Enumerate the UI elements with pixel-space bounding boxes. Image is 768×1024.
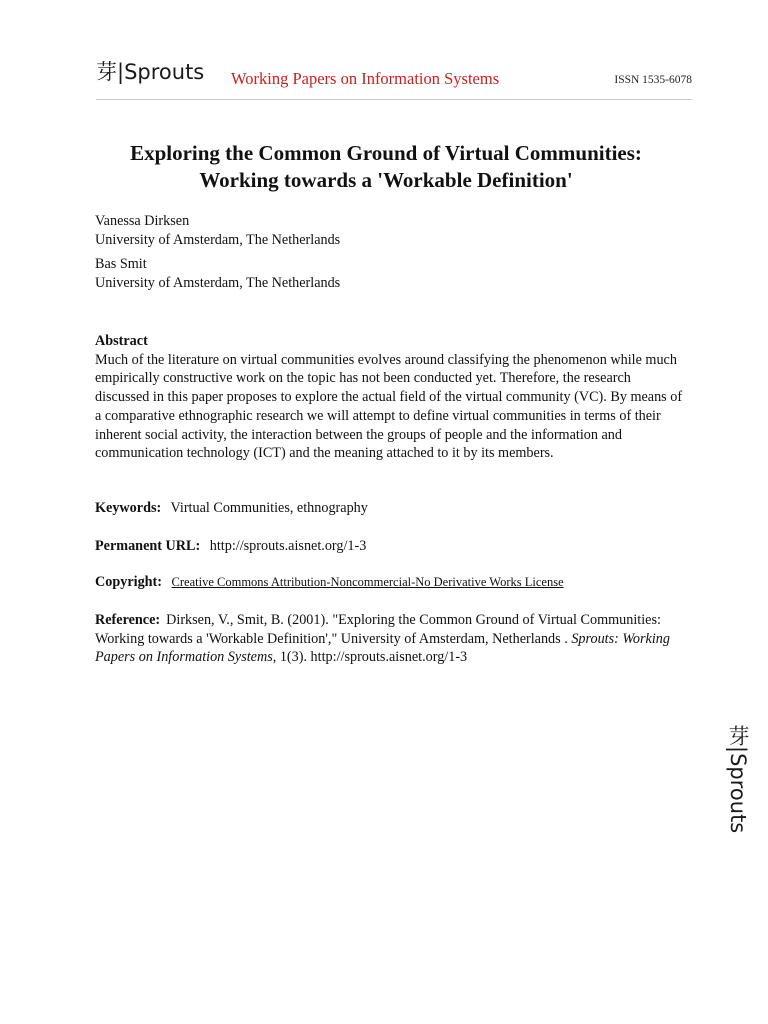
abstract-heading: Abstract: [95, 333, 148, 349]
header-divider: [96, 99, 692, 100]
author-block: [95, 212, 340, 250]
url-value[interactable]: http://sprouts.aisnet.org/1-3: [209, 538, 367, 554]
reference-line: [95, 611, 685, 667]
logo-text: |Sprouts: [117, 60, 205, 84]
page-header: [96, 56, 692, 100]
author-list: [95, 212, 340, 298]
copyright-label: Copyright:: [95, 574, 162, 590]
reference-text: Dirksen, V., Smit, B. (2001). "Exploring the Common Ground of Virtual Communities: Working towards a 'Workable Definition'," University of Amsterdam, Netherlands .: [95, 612, 661, 647]
author-name: Vanessa Dirksen: [95, 213, 190, 229]
license-link[interactable]: Creative Commons Attribution-Noncommercial-No Derivative Works License: [171, 575, 564, 589]
author-affiliation: University of Amsterdam, The Netherlands: [95, 232, 341, 248]
author-affiliation: University of Amsterdam, The Netherlands: [95, 275, 341, 291]
author-block: [95, 255, 340, 293]
reference-label: Reference:: [95, 612, 161, 628]
side-sprouts-logo: [723, 725, 753, 833]
author-name: Bas Smit: [95, 256, 147, 272]
abstract-section: [95, 332, 685, 463]
permanent-url-line: [95, 537, 685, 556]
side-logo-text: |Sprouts: [726, 746, 750, 834]
side-logo-glyph: 芽: [726, 725, 750, 746]
keywords-value: Virtual Communities, ethnography: [170, 500, 368, 516]
copyright-line: [95, 573, 685, 592]
title-line-2: Working towards a 'Workable Definition': [199, 168, 573, 192]
url-label: Permanent URL:: [95, 538, 201, 554]
sprouts-logo: [96, 56, 204, 86]
paper-title: [96, 140, 676, 194]
title-line-1: Exploring the Common Ground of Virtual Communities:: [130, 141, 642, 165]
reference-volume-url: , 1(3). http://sprouts.aisnet.org/1-3: [272, 649, 468, 666]
keywords-line: [95, 499, 685, 518]
logo-glyph: 芽: [96, 60, 117, 84]
series-title: Working Papers on Information Systems: [231, 69, 500, 88]
reference-journal: Sprouts: Working Papers on Information Systems: [95, 630, 670, 666]
issn-number: ISSN 1535-6078: [614, 74, 692, 86]
abstract-text: Much of the literature on virtual communities evolves around classifying the phenomenon while much empirically constructive work on the topic has not been conducted yet. Therefore, the research discussed in this paper proposes to explore the actual field of the virtual community (VC). By means of a comparative ethnographic research we will attempt to define virtual communities in terms of their inherent social activity, the interaction between the groups of people and the information and communication technology (ICT) and the meaning attached to it by its members.: [95, 351, 683, 462]
keywords-label: Keywords:: [95, 500, 162, 516]
